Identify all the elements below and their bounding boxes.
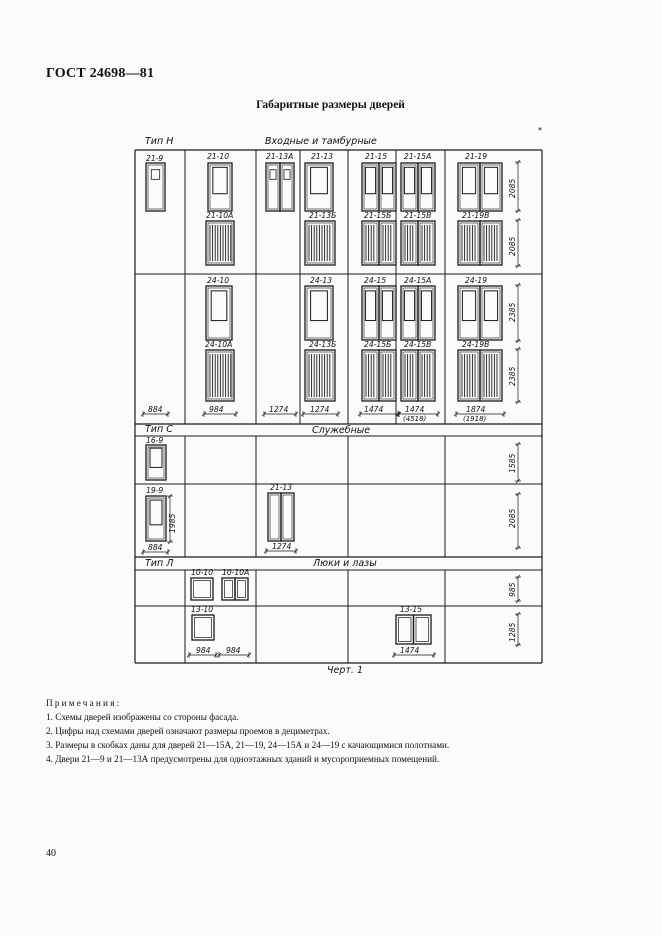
- door-window: [284, 170, 290, 180]
- note-item: 3. Размеры в скобках даны для дверей 21—15А, 21—19, 24—15А и 24—19 с качающимися полотнами.: [46, 740, 450, 750]
- door-leaf-slatted: [458, 350, 480, 401]
- door-label: 21-15А: [404, 152, 432, 161]
- door-label: 24-19: [465, 276, 488, 285]
- door-label: 21-9: [146, 154, 164, 163]
- door-glazing: [213, 167, 227, 193]
- door-leaf: [305, 163, 333, 211]
- section-title-entrance: Входные и тамбурные: [265, 136, 377, 147]
- door-window: [270, 170, 276, 180]
- door-leaf: [146, 445, 166, 480]
- door-label: 21-19В: [462, 211, 490, 220]
- door-label: 10-10А: [222, 568, 250, 577]
- star-mark: *: [538, 126, 542, 135]
- height-dim: 1585: [508, 453, 517, 473]
- door-glazing: [211, 291, 227, 321]
- door-label: 16-9: [146, 436, 164, 445]
- width-dim: 884: [148, 543, 163, 552]
- section-title-service: Служебные: [312, 425, 371, 436]
- door-frame: [270, 495, 279, 539]
- door-glazing: [311, 291, 328, 321]
- door-glazing: [421, 291, 431, 321]
- door-leaf: [206, 286, 232, 340]
- door-glazing: [382, 291, 392, 321]
- door-frame: [282, 165, 292, 209]
- door-leaf: [362, 163, 379, 211]
- door-label: 24-10: [207, 276, 230, 285]
- door-label: 10-10: [191, 568, 214, 577]
- door-label: 13-10: [191, 605, 214, 614]
- door-leaf-slatted: [401, 221, 418, 265]
- door-label: 24-19В: [462, 340, 490, 349]
- note-item: 4. Двери 21—9 и 21—13А предусмотрены для одноэтажных зданий и мусороприемных помещений.: [46, 754, 440, 764]
- section-label-type-n: Тип Н: [145, 136, 174, 147]
- door-glazing: [311, 167, 328, 193]
- section-label-type-l: Тип Л: [145, 558, 174, 569]
- door-glazing: [462, 167, 475, 193]
- height-dim: 2385: [508, 366, 517, 386]
- width-dim: 1274: [310, 405, 330, 414]
- door-glazing: [365, 291, 375, 321]
- door-leaf: [480, 286, 502, 340]
- door-label: 24-15А: [404, 276, 432, 285]
- height-dim: 1285: [508, 622, 517, 642]
- door-leaf: [401, 286, 418, 340]
- door-label: 24-15: [364, 276, 387, 285]
- door-leaf: [418, 286, 435, 340]
- door-label: 21-10А: [206, 211, 234, 220]
- door-glazing: [484, 167, 497, 193]
- notes-heading: Примечания:: [46, 698, 122, 708]
- width-dim: (4518): [403, 415, 427, 423]
- hatch-frame: [238, 581, 246, 598]
- door-leaf: [146, 496, 166, 541]
- door-leaf: [379, 286, 396, 340]
- door-leaf-slatted: [480, 350, 502, 401]
- door-frame: [307, 223, 333, 263]
- hatch-leaf: [235, 578, 248, 600]
- door-glazing: [404, 167, 414, 193]
- door-leaf-slatted: [458, 221, 480, 265]
- height-dim: 1985: [168, 513, 177, 533]
- door-label: 21-15: [365, 152, 388, 161]
- hatch-frame: [399, 618, 412, 642]
- width-dim: (1918): [463, 415, 487, 423]
- door-leaf: [305, 286, 333, 340]
- door-leaf-slatted: [480, 221, 502, 265]
- door-leaf-slatted: [418, 221, 435, 265]
- door-label: 19-9: [146, 486, 164, 495]
- door-glazing: [421, 167, 431, 193]
- door-leaf: [401, 163, 418, 211]
- door-label: 24-13Б: [309, 340, 337, 349]
- height-dim: 2085: [508, 236, 517, 256]
- door-label: 21-13Б: [309, 211, 337, 220]
- door-leaf: [379, 163, 396, 211]
- door-glazing: [365, 167, 375, 193]
- door-leaf: [418, 163, 435, 211]
- door-leaf: [458, 286, 480, 340]
- door-frame: [283, 495, 292, 539]
- dimension-lines: [141, 160, 521, 658]
- door-glazing: [150, 448, 162, 467]
- width-dim: 1474: [400, 646, 420, 655]
- door-leaf: [458, 163, 480, 211]
- section-title-hatches: Люки и лазы: [313, 558, 377, 569]
- door-leaf-slatted: [362, 350, 379, 401]
- width-dim: 884: [148, 405, 163, 414]
- door-frame: [364, 288, 377, 338]
- door-leaf-slatted: [379, 350, 396, 401]
- door-label: 24-10А: [205, 340, 233, 349]
- hatch-frame: [195, 618, 212, 638]
- hatch-frame: [194, 581, 211, 598]
- door-leaf: [146, 163, 165, 211]
- figure-caption: Черт. 1: [327, 665, 364, 676]
- note-item: 1. Схемы дверей изображены со стороны фасада.: [46, 712, 239, 722]
- height-dim: 985: [508, 582, 517, 597]
- door-frame: [403, 165, 416, 209]
- width-dim: 984: [226, 646, 241, 655]
- door-label: 21-15В: [404, 211, 432, 220]
- door-dimensions-drawing: [120, 126, 560, 686]
- door-frame: [381, 165, 394, 209]
- door-glazing: [462, 291, 475, 321]
- door-label: 21-13: [270, 483, 293, 492]
- page-number: 40: [46, 848, 56, 859]
- door-leaf-slatted: [362, 221, 379, 265]
- width-dim: 984: [209, 405, 224, 414]
- figure-title: Габаритные размеры дверей: [256, 99, 405, 111]
- door-label: 24-15В: [404, 340, 432, 349]
- door-label: 24-15Б: [364, 340, 392, 349]
- door-frame: [420, 288, 433, 338]
- door-label: 13-15: [400, 605, 423, 614]
- door-leaf-slatted: [305, 221, 335, 265]
- width-dim: 1274: [269, 405, 289, 414]
- door-label: 21-19: [465, 152, 488, 161]
- door-leaf: [208, 163, 232, 211]
- door-label: 21-15Б: [364, 211, 392, 220]
- width-dim: 1474: [405, 405, 425, 414]
- door-frame: [381, 288, 394, 338]
- note-item: 2. Цифры над схемами дверей означают размеры проемов в дециметрах.: [46, 726, 330, 736]
- door-leaf-slatted: [305, 350, 335, 401]
- door-leaf: [480, 163, 502, 211]
- door-frame: [148, 165, 163, 209]
- height-dim: 2085: [508, 508, 517, 528]
- hatch-leaf: [192, 615, 214, 640]
- door-leaf-slatted: [418, 350, 435, 401]
- door-frame: [364, 165, 377, 209]
- hatch-frame: [416, 618, 429, 642]
- width-dim: 1874: [466, 405, 486, 414]
- width-dim: 984: [196, 646, 211, 655]
- door-leaf-slatted: [401, 350, 418, 401]
- door-glazing: [150, 500, 162, 525]
- door-glazing: [404, 291, 414, 321]
- door-label: 24-13: [310, 276, 333, 285]
- hatch-frame: [225, 581, 233, 598]
- hatch-leaf: [222, 578, 235, 600]
- door-frame: [307, 352, 333, 399]
- document-code: ГОСТ 24698—81: [46, 66, 155, 81]
- section-label-type-s: Тип С: [145, 424, 173, 435]
- door-label: 21-10: [207, 152, 230, 161]
- width-dim: 1474: [364, 405, 384, 414]
- width-dim: 1274: [272, 542, 292, 551]
- door-frame: [420, 165, 433, 209]
- door-leaf-slatted: [379, 221, 396, 265]
- hatch-leaf: [191, 578, 213, 600]
- door-frame: [403, 288, 416, 338]
- notes-block: [46, 696, 626, 766]
- door-glazing: [382, 167, 392, 193]
- door-glazing: [484, 291, 497, 321]
- door-label: 21-13: [311, 152, 334, 161]
- door-window: [151, 170, 159, 180]
- height-dim: 2385: [508, 302, 517, 322]
- door-frame: [268, 165, 278, 209]
- door-leaf: [362, 286, 379, 340]
- height-dim: 2085: [508, 178, 517, 198]
- door-label: 21-13А: [266, 152, 294, 161]
